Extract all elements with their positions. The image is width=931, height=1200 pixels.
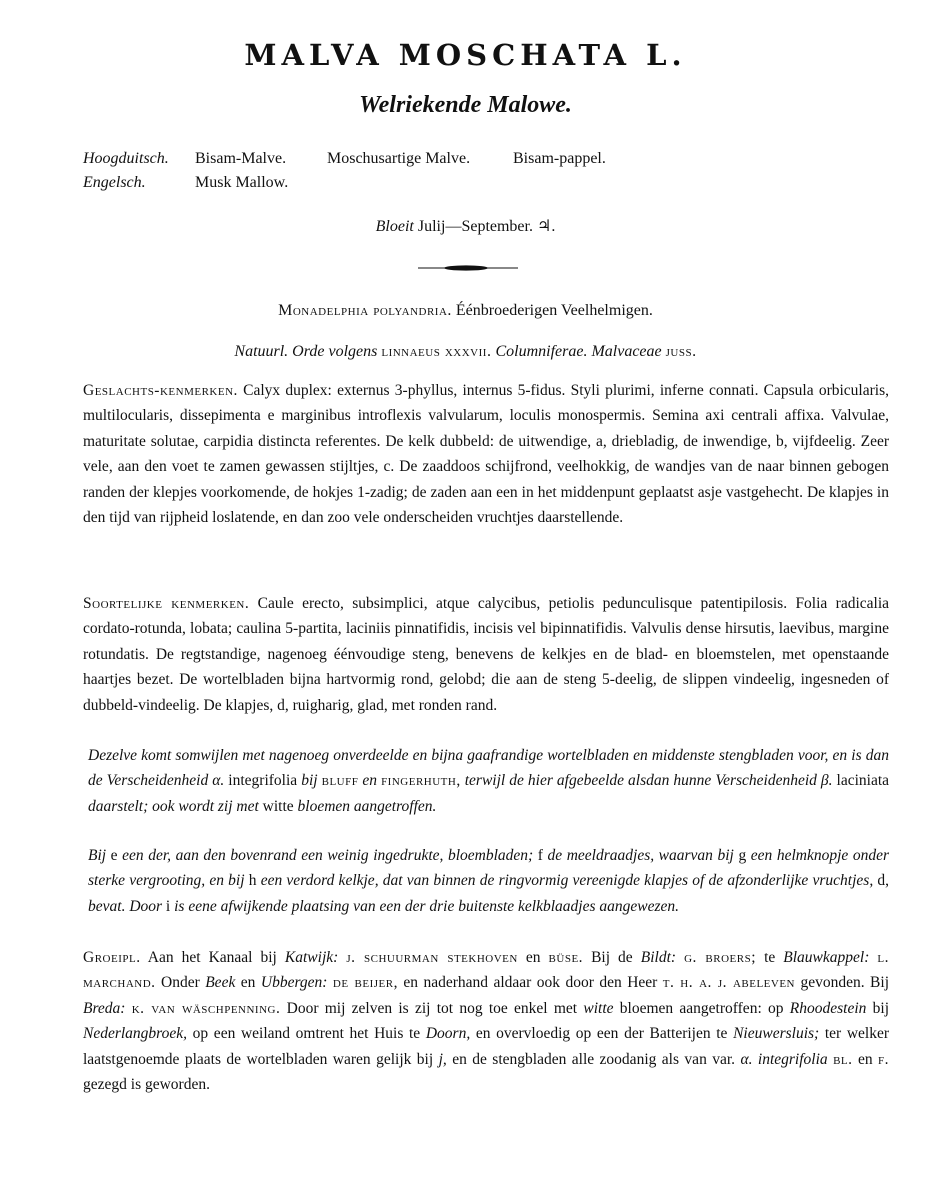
place-name: Katwijk: bbox=[284, 949, 339, 966]
text-run: Bij bbox=[88, 847, 107, 864]
text-run: integrifolia bbox=[228, 772, 298, 790]
section-heading: Groeipl. bbox=[83, 949, 141, 966]
text-run: bij bbox=[872, 999, 890, 1017]
text-run: terwijl de hier afgebeelde alsdan hunne Verscheidenheid β. bbox=[464, 772, 833, 790]
class-latin: Monadelphia polyandria. bbox=[278, 302, 452, 319]
collector-name: büse. bbox=[548, 949, 584, 966]
figure-letter: f bbox=[537, 847, 543, 864]
place-name: Beek bbox=[205, 974, 236, 992]
section-text: Caule erecto, subsimplici, atque calycibus, petiolis pedunculisque patentipilosis. Folia radicalia cordato-rotunda, lobata; caulina 5-partita, laciniis pinnatifidis, incisis vel bipinnatifidis. Valvulis dense hirsutis, laevibus, margine rotundatis. De regtstandige, nagenoeg éénvoudige steng, benevens de kelkjes en de blad- en bloemstelen, met openstaande haartjes bezet. De wortelbladen bijna hartvormig rond, gelobd; die aan de steng 5-deelig, de slippen vindeelig, ingesneden of dubbeld-vindeelig. De klapjes, d, ruigharig, glad, met ronden rand. bbox=[83, 595, 890, 714]
figure-letter: d, bbox=[877, 872, 890, 890]
figure-explanation bbox=[88, 843, 889, 919]
vernacular-name: Moschusartige Malve. bbox=[327, 150, 471, 167]
flowering-text: Julij—September. ♃. bbox=[417, 218, 556, 235]
figure-letter: h bbox=[248, 872, 257, 890]
collector-name: k. van wäschpenning. bbox=[131, 999, 281, 1017]
text-run: en naderhand aldaar ook door den Heer bbox=[403, 974, 658, 992]
order-malvaceae: Malvaceae bbox=[591, 343, 662, 360]
text-run: Onder bbox=[161, 974, 200, 992]
flowering-label: Bloeit bbox=[375, 218, 414, 235]
names-row-english bbox=[83, 171, 606, 195]
text-run: gezegd is geworden. bbox=[83, 1076, 210, 1094]
text-run: is eene afwijkende plaatsing van een der drie buitenste kelkblaadjes aangewezen. bbox=[174, 897, 680, 915]
collector-name: t. h. a. j. abeleven bbox=[662, 974, 796, 992]
text-run: Aan het Kanaal bij bbox=[147, 949, 277, 966]
collector-name: g. broers; bbox=[684, 949, 757, 966]
names-row-german bbox=[83, 147, 606, 171]
vernacular-name: Bisam-Malve. bbox=[195, 150, 287, 167]
text-run: en overvloedig op een der Batterijen te bbox=[475, 1025, 728, 1043]
natural-order bbox=[0, 343, 931, 361]
order-columniferae: Columniferae. bbox=[495, 343, 588, 360]
text-run: witte bbox=[583, 999, 614, 1017]
order-juss: juss. bbox=[665, 343, 697, 360]
order-label: Natuurl. Orde volgens bbox=[234, 343, 378, 360]
place-name: Nederlangbroek, bbox=[83, 1025, 188, 1043]
language-label: Hoogduitsch. bbox=[83, 150, 169, 167]
collector-name: j. schuurman stekhoven bbox=[346, 949, 518, 966]
figure-letter: j, bbox=[438, 1050, 447, 1068]
language-label: Engelsch. bbox=[83, 174, 146, 191]
collector-name: l. marchand. bbox=[83, 949, 890, 992]
vernacular-name: Musk Mallow. bbox=[195, 174, 289, 191]
text-run: bloemen aangetroffen. bbox=[297, 797, 437, 815]
place-name: Rhoodestein bbox=[789, 999, 867, 1017]
text-run: de meeldraadjes, waarvan bij bbox=[547, 847, 734, 864]
place-name: Bildt: bbox=[640, 949, 677, 966]
figure-letter: e bbox=[110, 847, 118, 864]
genus-characters bbox=[83, 378, 889, 530]
text-run: een helmknopje onder sterke vergrooting, en bij bbox=[88, 847, 890, 890]
place-name: Blauwkappel: bbox=[783, 949, 870, 966]
author-name: fingerhuth, bbox=[381, 772, 461, 790]
author-name: f. bbox=[878, 1050, 889, 1068]
localities bbox=[83, 945, 889, 1097]
text-run: bevat. Door bbox=[88, 897, 163, 915]
text-run: en de stengbladen alle zoodanig als van var. bbox=[452, 1050, 736, 1068]
place-name: Doorn, bbox=[425, 1025, 471, 1043]
text-run: Dezelve komt somwijlen met nagenoeg onverdeelde en bijna gaafrandige wortelbladen en middenste stengbladen voor, en is dan de Verscheidenheid α. bbox=[88, 747, 889, 790]
text-run: bij bbox=[301, 772, 318, 790]
place-name: Breda: bbox=[83, 999, 126, 1017]
section-heading: Soortelijke kenmerken. bbox=[83, 595, 250, 612]
text-run: Door mij zelven is zij tot nog toe enkel met bbox=[286, 999, 578, 1017]
text-run: laciniata bbox=[836, 772, 890, 790]
author-name: bluff bbox=[321, 772, 359, 790]
text-run: en bbox=[362, 772, 378, 790]
ornament-divider-icon bbox=[418, 265, 518, 271]
text-run: en bbox=[525, 949, 541, 966]
page-title: MALVA MOSCHATA L. bbox=[244, 38, 687, 72]
dutch-name: Welriekende Malowe. bbox=[359, 92, 572, 118]
text-run: op een weiland omtrent het Huis te bbox=[192, 1025, 421, 1043]
text-run: te bbox=[764, 949, 776, 966]
text-run: een der, aan den bovenrand een weinig ingedrukte, bloembladen; bbox=[122, 847, 534, 864]
section-text: Calyx duplex: externus 3-phyllus, internus 5-fidus. Styli plurimi, inferne connati. Capsula orbicularis, multilocularis, dissepimenta e marginibus introflexis valvularum, loculis monospermis. Semina axi centrali affixa. Valvulae, maturitate solutae, carpidia distincta referentes. De kelk dubbeld: de uitwendige, a, driebladig, de inwendige, b, vijfdeelig. Zeer vele, aan den voet te zamen gewassen stijltjes, c. De zaaddoos schijfrond, veelhokkig, de wandjes van de naar binnen gebogen randen der klepjes voorkomende, de hokjes 1-zadig; de zaden aan een in het middenpunt geplaatst asje vastgehecht. De klapjes in den tijd van rijpheid loslatende, en dan zoo vele onderscheiden vruchtjes daarstellende. bbox=[83, 382, 889, 527]
linnaean-class bbox=[0, 302, 931, 320]
author-name: bl. bbox=[833, 1050, 853, 1068]
species-characters bbox=[83, 591, 889, 718]
text-run: daarstelt; ook wordt zij met bbox=[88, 797, 259, 815]
text-run: en bbox=[240, 974, 256, 992]
figure-letter: i bbox=[165, 897, 171, 915]
collector-name: de beijer, bbox=[332, 974, 398, 992]
flowering-period bbox=[0, 216, 931, 236]
text-run: gevonden. Bij bbox=[800, 974, 890, 992]
text-run: bloemen aangetroffen: op bbox=[619, 999, 784, 1017]
class-dutch: Éénbroederigen Veelhelmigen. bbox=[455, 302, 653, 319]
text-run: Bij de bbox=[591, 949, 633, 966]
text-run: een verdord kelkje, dat van binnen de ringvormig vereenigde klapjes of de afzonderlijke vruchtjes, bbox=[260, 872, 874, 890]
order-linnaeus: linnaeus xxxvii. bbox=[381, 343, 492, 360]
place-name: Nieuwersluis; bbox=[733, 1025, 820, 1043]
text-run: en bbox=[857, 1050, 873, 1068]
text-run: ter welker laatstgenoemde plaats de wortelbladen waren gelijk bij bbox=[83, 1025, 890, 1068]
section-heading: Geslachts-kenmerken. bbox=[83, 382, 238, 399]
variety-name: α. integrifolia bbox=[740, 1050, 828, 1068]
vernacular-name: Bisam-pappel. bbox=[513, 150, 606, 167]
vernacular-names bbox=[83, 147, 606, 195]
text-run: witte bbox=[262, 797, 294, 815]
variety-note bbox=[88, 743, 889, 819]
place-name: Ubbergen: bbox=[260, 974, 328, 992]
figure-letter: g bbox=[738, 847, 747, 864]
